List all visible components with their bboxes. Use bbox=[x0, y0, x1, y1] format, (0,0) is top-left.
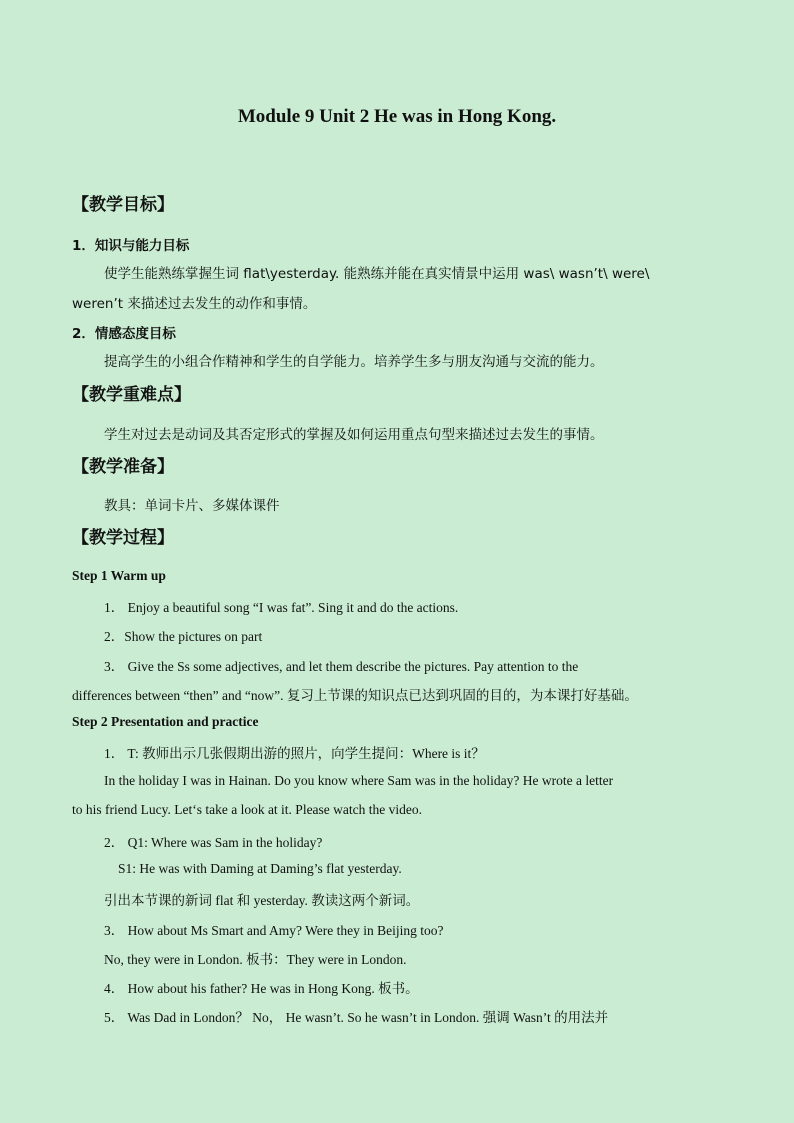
step2-line-2: In the holiday I was in Hainan. Do you know where Sam was in the holiday? He wrote a letter bbox=[104, 773, 614, 788]
step2-line-6: 引出本节课的新词 flat 和 yesterday. 教读这两个新词。 bbox=[104, 893, 420, 908]
goal1-heading: 1．知识与能力目标 bbox=[72, 238, 190, 254]
step2-line-8: No, they were in London. 板书：They were in London. bbox=[104, 952, 407, 967]
step2-line-5: S1: He was with Daming at Daming’s flat yesterday. bbox=[118, 861, 402, 876]
page-title: Module 9 Unit 2 He was in Hong Kong. bbox=[237, 106, 557, 127]
step1-heading: Step 1 Warm up bbox=[72, 568, 166, 583]
step2-line-9: 4． How about his father? He was in Hong Kong. 板书。 bbox=[104, 981, 419, 996]
step2-line-7: 3． How about Ms Smart and Amy? Were they in Beijing too? bbox=[104, 923, 444, 938]
prep-text: 教具：单词卡片、多媒体课件 bbox=[104, 498, 280, 514]
step1-line-4: differences between “then” and “now”. 复习上节课的知识点已达到巩固的目的，为本课打好基础。 bbox=[72, 688, 638, 703]
prep-heading: 【教学准备】 bbox=[72, 457, 174, 477]
step1-line-3: 3． Give the Ss some adjectives, and let them describe the pictures. Pay attention to the bbox=[104, 659, 579, 674]
step2-line-4: 2． Q1: Where was Sam in the holiday? bbox=[104, 835, 323, 850]
goal2-heading: 2．情感态度目标 bbox=[72, 326, 176, 342]
key-text: 学生对过去是动词及其否定形式的掌握及如何运用重点句型来描述过去发生的事情。 bbox=[104, 427, 604, 443]
step2-line-1: 1． T: 教师出示几张假期出游的照片，向学生提问：Where is it？ bbox=[104, 746, 485, 761]
process-heading: 【教学过程】 bbox=[72, 528, 174, 548]
goal1-text-a: 使学生能熟练掌握生词 flat\yesterday. 能熟练并能在真实情景中运用 was\ wasn’t\ were\ bbox=[104, 266, 650, 282]
step1-line-2: 2．Show the pictures on part bbox=[104, 629, 263, 644]
goal1-text-b: weren’t 来描述过去发生的动作和事情。 bbox=[72, 296, 317, 312]
step2-line-10: 5． Was Dad in London？ No， He wasn’t. So he wasn’t in London. 强调 Wasn’t 的用法并 bbox=[104, 1010, 609, 1025]
key-heading: 【教学重难点】 bbox=[72, 385, 191, 405]
step2-heading: Step 2 Presentation and practice bbox=[72, 714, 259, 729]
goals-heading: 【教学目标】 bbox=[72, 195, 174, 215]
goal2-text: 提高学生的小组合作精神和学生的自学能力。培养学生多与朋友沟通与交流的能力。 bbox=[104, 354, 604, 370]
step1-line-1: 1． Enjoy a beautiful song “I was fat”. Sing it and do the actions. bbox=[104, 600, 459, 615]
step2-line-3: to his friend Lucy. Let‘s take a look at it. Please watch the video. bbox=[72, 802, 423, 817]
